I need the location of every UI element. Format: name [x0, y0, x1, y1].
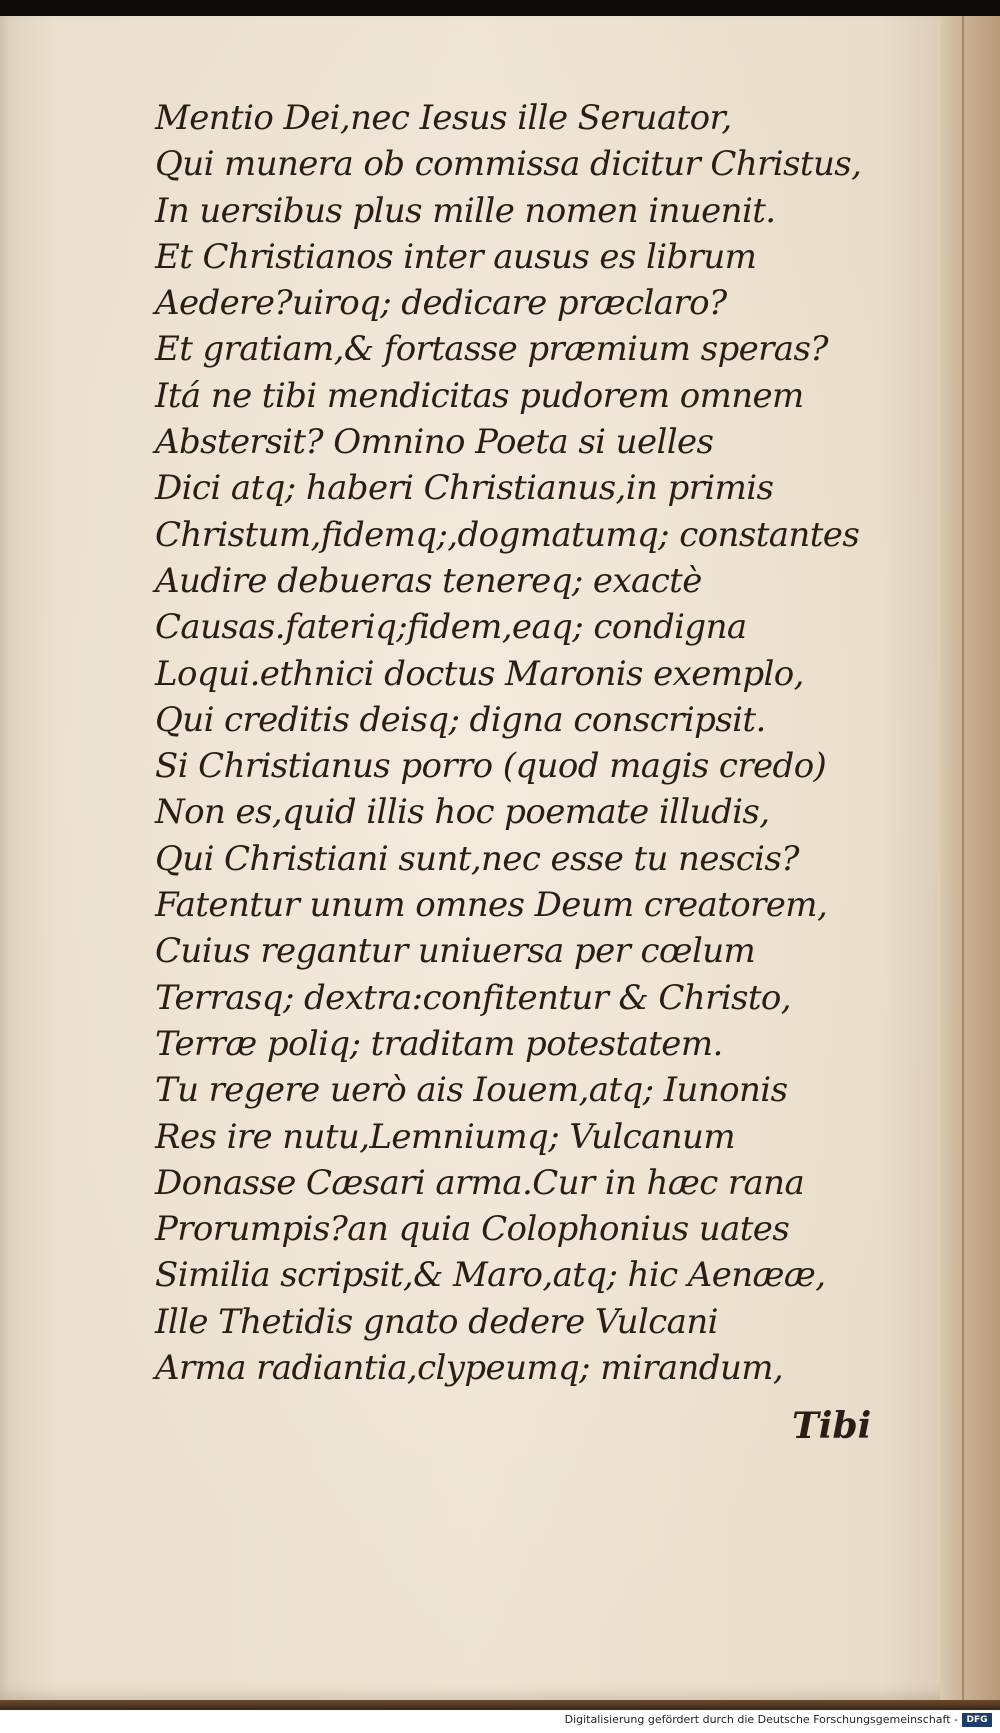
verse-line: Cuius regantur uniuersa per cœlum: [155, 931, 756, 972]
verse-line: Donasse Cæsari arma.Cur in hæc rana: [155, 1162, 805, 1203]
top-scan-border: [0, 0, 1000, 16]
verse-line: Dici atq; haberi Christianus,in primis: [155, 468, 774, 509]
verse-line: Tu regere uerò ais Iouem,atq; Iunonis: [155, 1070, 788, 1111]
verse-line: Arma radiantia,clypeumq; mirandum,: [155, 1348, 784, 1389]
verse-line: Qui munera ob commissa dicitur Christus,: [155, 144, 862, 185]
verse-line: Ille Thetidis gnato dedere Vulcani: [155, 1301, 718, 1342]
verse-line: Et Christianos inter ausus es librum: [155, 236, 757, 277]
verse-line: Res ire nutu,Lemniumq; Vulcanum: [155, 1116, 735, 1157]
verse-line: Terræ poliq; traditam potestatem.: [155, 1023, 723, 1064]
verse-text-block: [155, 95, 915, 1391]
verse-line: Qui creditis deisq; digna conscripsit.: [155, 699, 766, 740]
page-edge: [940, 16, 1000, 1706]
verse-line: Abstersit? Omnino Poeta si uelles: [155, 422, 714, 463]
verse-line: Qui Christiani sunt,nec esse tu nescis?: [155, 838, 799, 879]
verse-line: Causas.fateriq;fidem,eaq; condigna: [155, 607, 747, 648]
verse-line: Fatentur unum omnes Deum creatorem,: [155, 885, 828, 926]
verse-line: In uersibus plus mille nomen inuenit.: [155, 190, 776, 231]
catchword: Tibi: [792, 1405, 872, 1447]
verse-line: Et gratiam,& fortasse præmium speras?: [155, 329, 828, 370]
verse-line: Si Christianus porro (quod magis credo): [155, 746, 827, 787]
verse-line: Itá ne tibi mendicitas pudorem omnem: [155, 375, 804, 416]
verse-line: Christum,fidemq;,dogmatumq; constantes: [155, 514, 860, 555]
verse-line: Aedere?uiroq; dedicare præclaro?: [155, 283, 727, 324]
verse-line: Terrasq; dextra:confitentur & Christo,: [155, 977, 791, 1018]
dfg-logo-icon: DFG: [962, 1713, 992, 1727]
bottom-scan-border: [0, 1700, 1000, 1710]
verse-line: Audire debueras tenereq; exactè: [155, 560, 702, 601]
digitization-credit: Digitalisierung gefördert durch die Deutsche Forschungsgemeinschaft -: [564, 1713, 958, 1726]
verse-line: Mentio Dei,nec Iesus ille Seruator,: [155, 98, 732, 138]
verse-line: Non es,quid illis hoc poemate illudis,: [155, 792, 770, 833]
verse-line: Loqui.ethnici doctus Maronis exemplo,: [155, 653, 804, 694]
verse-line: Prorumpis?an quia Colophonius uates: [155, 1209, 790, 1250]
verse-line: Similia scripsit,& Maro,atq; hic Aenææ,: [155, 1255, 826, 1296]
